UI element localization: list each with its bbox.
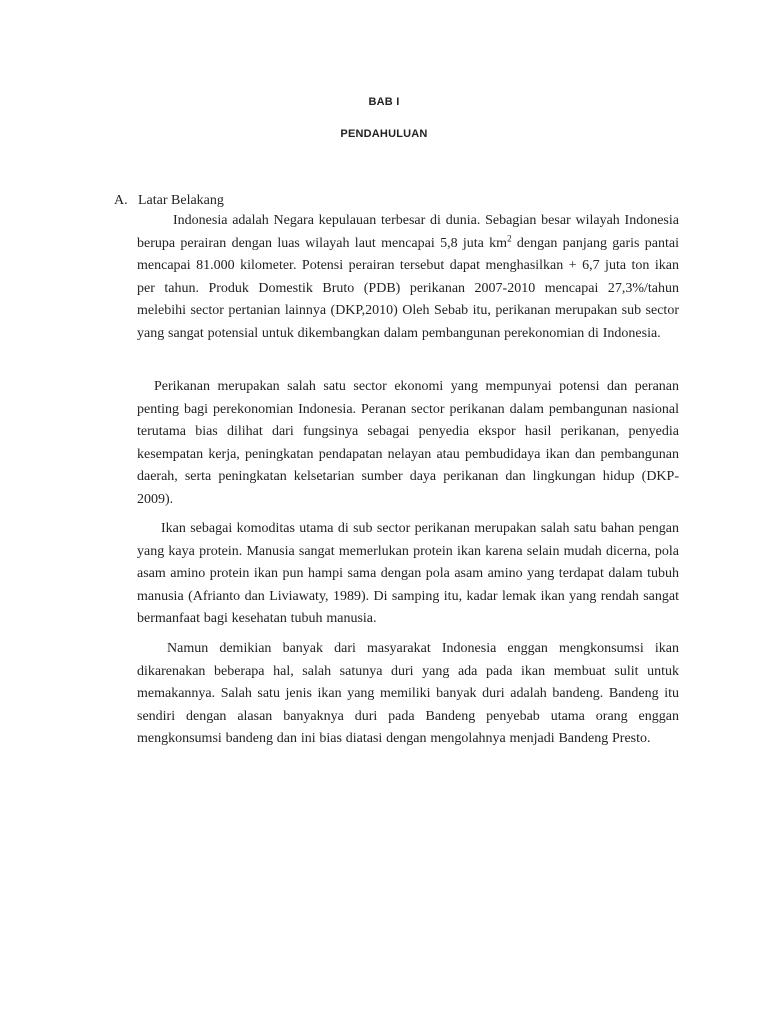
paragraph-1-part-2: dengan panjang garis pantai mencapai 81.000 kilometer. Potensi perairan tersebut dapat menghasilkan + 6,7 juta ton ikan per tahun. Produk Domestik Bruto (PDB) perikanan 2007-2010 mencapai 27,3%/tahun melebihi sector pertanian lainnya (DKP,2010) Oleh Sebab itu, perikanan merupakan sub sector yang sangat potensial untuk dikembangkan dalam pembangunan perekonomian di Indonesia. <box>137 235 679 341</box>
paragraph-4: Namun demikian banyak dari masyarakat Indonesia enggan mengkonsumsi ikan dikarenakan beberapa hal, salah satunya duri yang ada pada ikan membuat sulit untuk memakannya. Salah satu jenis ikan yang memiliki banyak duri adalah bandeng. Bandeng itu sendiri dengan alasan banyaknya duri pada Bandeng penyebab utama orang enggan mengkonsumsi bandeng dan ini bias diatasi dengan mengolahnya menjadi Bandeng Presto. <box>137 641 679 747</box>
paragraph-1 <box>137 210 679 346</box>
superscript-2: 2 <box>507 232 512 243</box>
paragraph-1-part-1: Indonesia adalah Negara kepulauan terbesar di dunia. Sebagian besar wilayah Indonesia berupa perairan dengan luas wilayah laut mencapai 5,8 juta km <box>137 213 679 251</box>
paragraph-2: Perikanan merupakan salah satu sector ekonomi yang mempunyai potensi dan peranan penting bagi perekonomian Indonesia. Peranan sector perikanan dalam pembangunan nasional terutama bias dilihat dari fungsinya sebagai penyedia ekspor hasil perikanan, penyedia kesempatan kerja, peningkatan pendapatan nelayan atau pembudidaya ikan dan pembangunan daerah, serta peningkatan kelsetarian sumber daya perikanan dan lingkungan hidup (DKP-2009). <box>137 379 679 507</box>
chapter-title: PENDAHULUAN <box>340 128 428 140</box>
section-marker: A. <box>114 193 128 208</box>
chapter-label: BAB I <box>368 96 400 108</box>
paragraph-3: Ikan sebagai komoditas utama di sub sector perikanan merupakan salah satu bahan pengan yang kaya protein. Manusia sangat memerlukan protein ikan karena selain mudah dicerna, pola asam amino protein ikan pun hampi sama dengan pola asam amino yang terdapat dalam tubuh manusia (Afrianto dan Liviawaty, 1989). Di samping itu, kadar lemak ikan yang rendah sangat bermanfaat bagi kesehatan tubuh manusia. <box>137 521 679 627</box>
section-heading <box>114 193 224 209</box>
section-title: Latar Belakang <box>138 193 224 208</box>
